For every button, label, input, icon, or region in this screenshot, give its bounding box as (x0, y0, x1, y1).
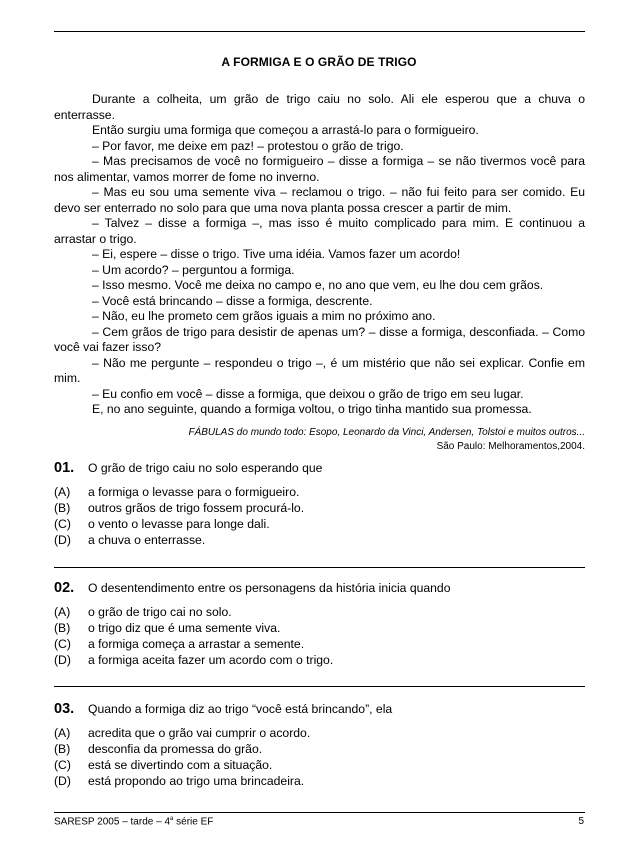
story-paragraph: – Mas eu sou uma semente viva – reclamou o trigo. – não fui feito para ser comido. Eu devo ser enterrado no solo para que uma nova planta possa crescer a partir de mim. (54, 185, 585, 215)
footer-exam-info (54, 816, 213, 827)
story-paragraph: – Não, eu lhe prometo cem grãos iguais a mim no próximo ano. (92, 309, 436, 323)
story-paragraph: E, no ano seguinte, quando a formiga voltou, o trigo tinha mantido sua promessa. (92, 402, 532, 416)
story-title: A FORMIGA E O GRÃO DE TRIGO (221, 55, 417, 69)
answer-option (54, 636, 585, 652)
question-number: 01. (54, 460, 75, 476)
story-paragraph: – Cem grãos de trigo para desistir de apenas um? – disse a formiga, desconfiada. – Como você vai fazer isso? (54, 324, 585, 354)
option-letter: (A) (54, 726, 71, 740)
source-line-1: FÁBULAS do mundo todo: Esopo, Leonardo da Vinci, Andersen, Tolstoi e muitos outros... (188, 427, 585, 438)
story-paragraph: – Eu confio em você – disse a formiga, que deixou o grão de trigo em seu lugar. (92, 386, 524, 401)
option-text: a formiga aceita fazer um acordo com o trigo. (88, 653, 334, 667)
question-stem: Quando a formiga diz ao trigo “você está brincando”, ela (88, 702, 393, 716)
option-letter: (D) (54, 774, 71, 788)
question-02 (54, 580, 585, 668)
option-text: o vento o levasse para longe dali. (88, 517, 270, 531)
story-paragraph: – Talvez – disse a formiga –, mas isso é muito complicado para mim. E continuou a arrastar o trigo. (54, 216, 585, 246)
answer-option (54, 620, 585, 636)
source-citation (54, 426, 585, 453)
page-number: 5 (578, 816, 584, 827)
option-text: está propondo ao trigo uma brincadeira. (88, 774, 305, 788)
option-text: desconfia da promessa do grão. (88, 742, 263, 756)
answer-option (54, 652, 585, 668)
option-letter: (B) (54, 501, 71, 515)
option-letter: (B) (54, 621, 71, 635)
story-paragraph: – Isso mesmo. Você me deixa no campo e, no ano que vem, eu lhe dou cem grãos. (92, 278, 544, 292)
answer-option (54, 757, 585, 773)
story-paragraph: – Não me pergunte – respondeu o trigo –, é um mistério que não sei explicar. Confie em mim. (54, 355, 585, 385)
source-line-2: São Paulo: Melhoramentos,2004. (436, 440, 585, 452)
story-paragraph: – Ei, espere – disse o trigo. Tive uma idéia. Vamos fazer um acordo! (92, 247, 461, 261)
question-01 (54, 460, 585, 548)
option-text: o grão de trigo cai no solo. (88, 605, 232, 619)
question-stem: O desentendimento entre os personagens da história inicia quando (88, 581, 451, 595)
question-separator (54, 567, 585, 568)
footer-exam-text: SARESP 2005 – tarde – 4 (54, 816, 171, 828)
story-paragraph: – Você está brincando – disse a formiga, descrente. (92, 293, 373, 308)
question-number: 02. (54, 580, 75, 596)
answer-option (54, 484, 585, 500)
answer-option (54, 604, 585, 620)
option-text: outros grãos de trigo fossem procurá-lo. (88, 501, 305, 515)
footer-rule (54, 812, 585, 813)
answer-option (54, 725, 585, 741)
option-letter: (B) (54, 742, 71, 756)
answer-option (54, 500, 585, 516)
question-stem: O grão de trigo caiu no solo esperando que (88, 461, 323, 475)
option-text: a chuva o enterrasse. (88, 533, 206, 547)
option-letter: (D) (54, 533, 71, 547)
story-text (54, 92, 585, 418)
answer-option (54, 516, 585, 532)
option-letter: (C) (54, 758, 71, 772)
option-letter: (C) (54, 517, 71, 531)
option-letter: (A) (54, 485, 71, 499)
story-paragraph: Durante a colheita, um grão de trigo caiu no solo. Ali ele esperou que a chuva o enterrasse. (54, 92, 585, 122)
option-letter: (D) (54, 653, 71, 667)
story-paragraph: – Um acordo? – perguntou a formiga. (92, 262, 295, 277)
question-03 (54, 701, 585, 789)
option-letter: (C) (54, 637, 71, 651)
story-paragraph: – Mas precisamos de você no formigueiro – disse a formiga – se não tivermos você para nos alimentar, vamos morrer de fome no inverno. (54, 154, 585, 184)
option-text: a formiga começa a arrastar a semente. (88, 637, 305, 651)
question-separator (54, 686, 585, 687)
story-paragraph: Então surgiu uma formiga que começou a arrastá-lo para o formigueiro. (92, 123, 479, 137)
option-text: a formiga o levasse para o formigueiro. (88, 485, 300, 499)
option-letter: (A) (54, 605, 71, 619)
answer-option (54, 741, 585, 757)
footer-ordinal: a (170, 816, 174, 822)
footer-grade-text: série EF (173, 816, 214, 828)
answer-option (54, 532, 585, 548)
question-number: 03. (54, 701, 75, 717)
option-text: o trigo diz que é uma semente viva. (88, 621, 281, 635)
answer-option (54, 773, 585, 789)
story-paragraph: – Por favor, me deixe em paz! – protestou o grão de trigo. (92, 138, 404, 153)
option-text: está se divertindo com a situação. (88, 758, 273, 772)
header-rule (54, 31, 585, 32)
option-text: acredita que o grão vai cumprir o acordo. (88, 726, 311, 740)
